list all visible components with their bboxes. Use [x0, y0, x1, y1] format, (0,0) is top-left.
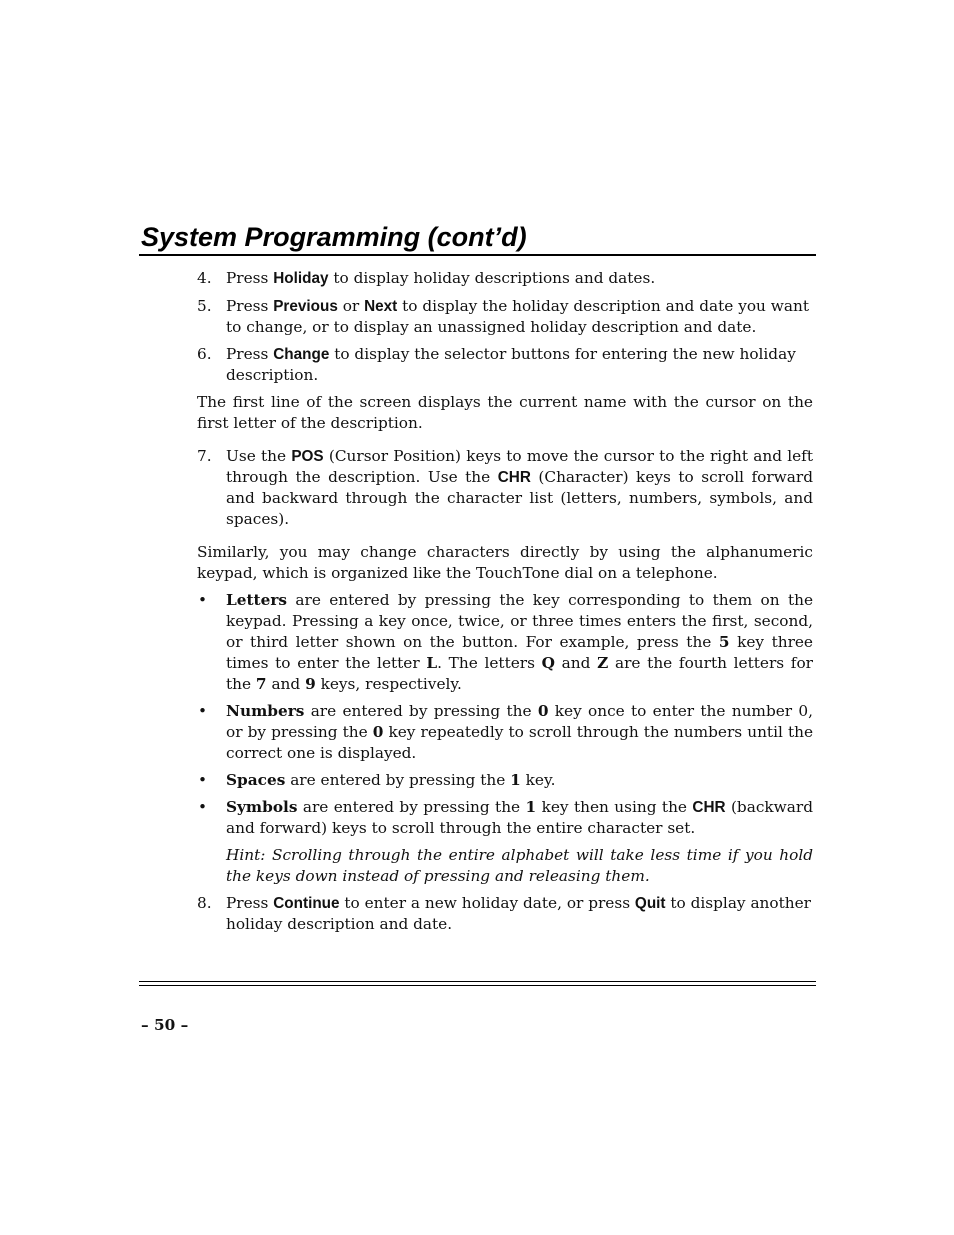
- text: are entered by pressing the: [297, 798, 526, 816]
- text: and: [554, 654, 598, 672]
- text: to display holiday descriptions and dates.: [328, 269, 656, 287]
- text: key.: [520, 771, 556, 789]
- key-9: 9: [305, 675, 316, 693]
- text: key once to enter the number 0, or by pressing the: [226, 702, 813, 741]
- page-content: [197, 268, 813, 935]
- step-7: [197, 446, 813, 530]
- key-5: 5: [718, 633, 730, 651]
- text: key three times to enter the letter: [226, 633, 813, 672]
- text: key repeatedly to scroll through the numbers until the correct one is displayed.: [226, 723, 813, 762]
- text: Use the: [226, 447, 292, 465]
- text: are the fourth letters for the: [226, 654, 813, 693]
- key-chr: CHR: [497, 469, 531, 486]
- text: (Cursor Position) keys to move the cursor to the right and left through the description. Use the: [226, 447, 813, 486]
- step-6: [197, 344, 813, 386]
- footer-rule: [139, 981, 816, 982]
- bullet-numbers: [197, 701, 813, 764]
- page-number: – 50 –: [141, 1016, 189, 1034]
- text: . The letters: [437, 654, 542, 672]
- step-number: 5.: [197, 297, 212, 315]
- key-chr: CHR: [692, 799, 726, 816]
- text: key then using the: [536, 798, 693, 816]
- step-8: [197, 893, 813, 935]
- text: to display the holiday description and date you want to change, or to display an unassigned holiday description and date.: [226, 297, 809, 336]
- paragraph-cursor: The first line of the screen displays the current name with the cursor on the first letter of the description.: [197, 393, 813, 432]
- key-next: Next: [364, 298, 398, 315]
- text: are entered by pressing the: [285, 771, 511, 789]
- step-number: 6.: [197, 345, 212, 363]
- step-number: 4.: [197, 269, 212, 287]
- text: are entered by pressing the key corresponding to them on the keypad. Pressing a key once, twice, or three times enters the first, second, or third letter shown on the button. For example, press the: [226, 591, 813, 651]
- key-holiday: Holiday: [273, 270, 329, 287]
- step-4: [197, 268, 813, 289]
- key-continue: Continue: [273, 895, 340, 912]
- key-1: 1: [525, 798, 537, 816]
- text: to display the selector buttons for entering the new holiday description.: [226, 345, 796, 384]
- text: keys, respectively.: [315, 675, 462, 693]
- key-7: 7: [255, 675, 267, 693]
- text: and: [266, 675, 306, 693]
- bullet: •: [198, 591, 208, 609]
- bullet-symbols: [197, 797, 813, 839]
- term: Spaces: [226, 771, 286, 789]
- key-quit: Quit: [634, 895, 666, 912]
- text: Press: [226, 894, 274, 912]
- text: Press: [226, 297, 274, 315]
- text: are entered by pressing the: [304, 702, 538, 720]
- hint-text: Hint: Scrolling through the entire alphabet will take less time if you hold the keys down instead of pressing and releasing them.: [226, 846, 813, 885]
- term: Letters: [226, 591, 288, 609]
- paragraph-keypad: Similarly, you may change characters directly by using the alphanumeric keypad, which is organized like the TouchTone dial on a telephone.: [197, 543, 813, 582]
- key-0: 0: [537, 702, 549, 720]
- text: (backward and forward) keys to scroll through the entire character set.: [226, 798, 813, 837]
- text: to enter a new holiday date, or press: [339, 894, 635, 912]
- title-underline: [139, 254, 816, 256]
- text: Press: [226, 269, 274, 287]
- letter-q: Q: [541, 654, 555, 672]
- term: Symbols: [226, 798, 298, 816]
- key-1: 1: [510, 771, 521, 789]
- letter-z: Z: [597, 654, 609, 672]
- bullet: •: [198, 702, 208, 720]
- page-title: System Programming (cont’d): [141, 222, 527, 252]
- key-0: 0: [372, 723, 384, 741]
- term: Numbers: [226, 702, 305, 720]
- bullet: •: [198, 798, 208, 816]
- step-number: 8.: [197, 894, 212, 912]
- text: to display another holiday description and date.: [226, 894, 811, 933]
- bullet-letters: [197, 590, 813, 695]
- step-5: [197, 296, 813, 338]
- text: (Character) keys to scroll forward and backward through the character list (letters, numbers, symbols, and spaces).: [226, 468, 813, 528]
- footer-rule: [139, 985, 816, 986]
- bullet: •: [198, 771, 208, 789]
- key-pos: POS: [291, 448, 324, 465]
- step-number: 7.: [197, 447, 212, 465]
- key-previous: Previous: [273, 298, 338, 315]
- letter-l: L: [426, 654, 438, 672]
- text: Press: [226, 345, 274, 363]
- key-change: Change: [273, 346, 330, 363]
- bullet-spaces: [197, 770, 813, 791]
- text: or: [337, 297, 365, 315]
